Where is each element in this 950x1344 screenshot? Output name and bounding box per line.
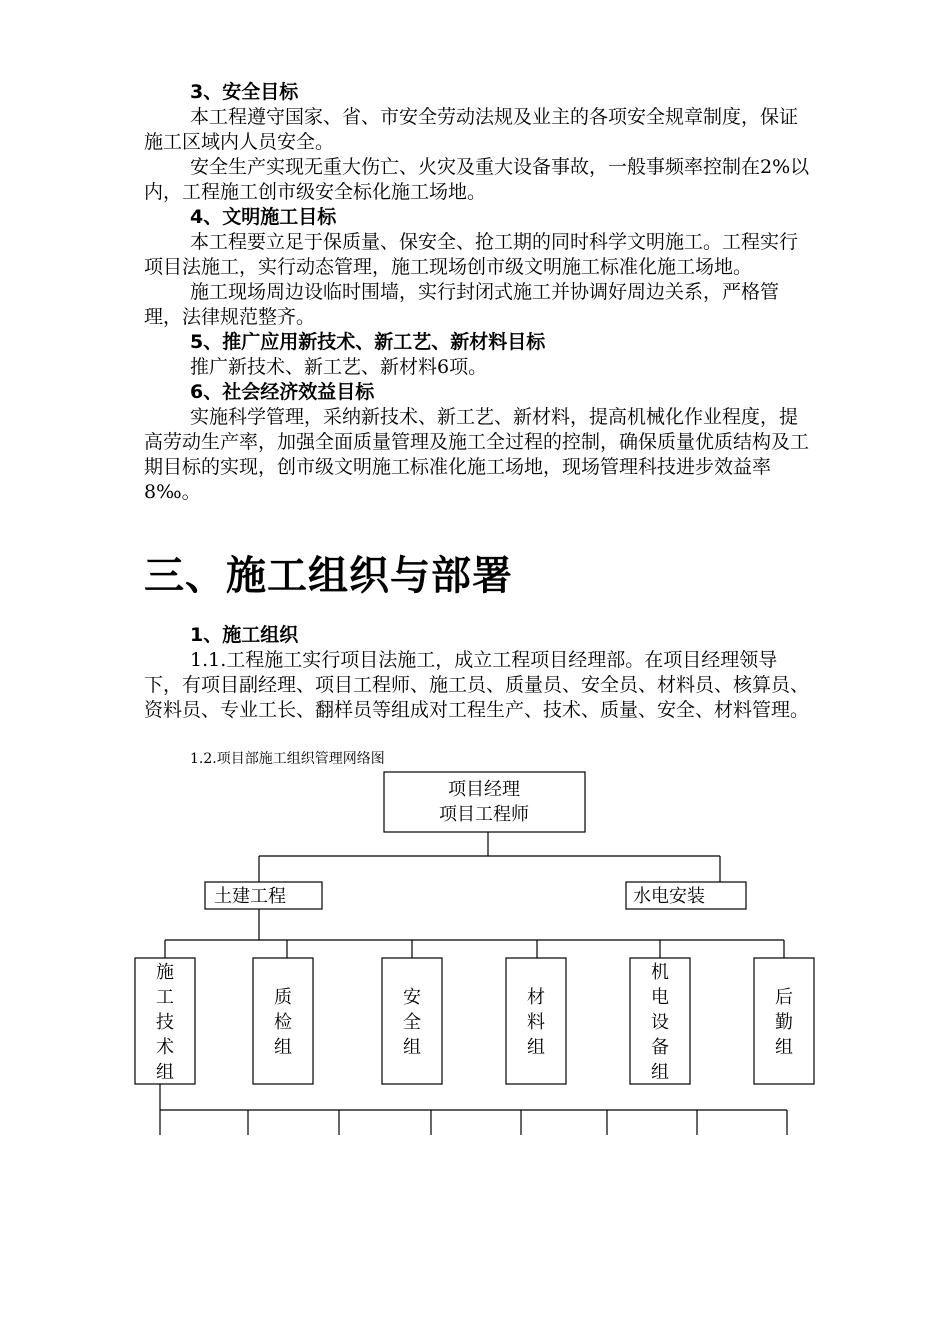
heading-civilized-goal: 4、文明施工目标 [190,206,337,228]
org-box-mech-elec-group [630,958,690,1084]
paragraph-social-benefit: 实施科学管理，采纳新技术、新工艺、新材料，提高机械化作业程度，提高劳动生产率，加强全面质量管理及施工全过程的控制，确保质量优质结构及工期目标的实现，创市级文明施工标准化施工场地，现场管理科技进步效益率8‰。 [144,406,810,503]
paragraph-site-enclosure: 施工现场周边设临时围墙，实行封闭式施工并协调好周边关系，严格管理，法律规范整齐。 [144,281,780,328]
org-group-material-char: 料 [527,1012,545,1033]
org-group-logistics-char: 勤 [775,1012,793,1033]
org-group-safety-char: 全 [403,1012,421,1033]
org-group-mech-elec-char: 机 [651,962,669,983]
org-box-project-manager [384,772,585,832]
org-group-material-char: 组 [527,1037,545,1058]
org-box-safety-group [382,958,442,1084]
heading-new-tech-goal: 5、推广应用新技术、新工艺、新材料目标 [190,331,546,353]
org-group-logistics-char: 组 [775,1037,793,1058]
org-group-safety-char: 安 [403,987,421,1008]
org-group-mech-elec-char: 设 [651,1012,669,1033]
goals-section [144,80,814,505]
org-group-technical-char: 组 [156,1062,174,1083]
paragraph-project-management: 1.1.工程施工实行项目法施工，成立工程项目经理部。在项目经理领导下，有项目副经理、项目工程师、施工员、质量员、安全员、材料员、核算员、资料员、专业工长、翻样员等组成对工程生产、技术、质量、安全、材料管理。 [144,649,810,721]
org-group-quality-char: 组 [274,1037,292,1058]
org-chart-caption: 1.2.项目部施工组织管理网络图 [190,751,385,767]
org-group-mech-elec-char: 备 [651,1037,669,1058]
org-box-technical-group [135,958,195,1084]
heading-safety-goal: 3、安全目标 [190,81,299,103]
paragraph-new-tech: 推广新技术、新工艺、新材料6项。 [190,356,488,378]
org-group-material-char: 材 [527,987,545,1008]
org-group-labels [156,962,793,1083]
org-label-project-engineer: 项目工程师 [439,804,529,825]
org-box-logistics-group [754,958,814,1084]
org-box-quality-group [253,958,313,1084]
paragraph-safety-production: 安全生产实现无重大伤亡、火灾及重大设备事故，一般事频率控制在2%以内，工程施工创市级安全标化施工场地。 [144,156,810,203]
heading-social-benefit-goal: 6、社会经济效益目标 [190,381,375,403]
org-group-technical-char: 施 [156,962,174,983]
org-group-quality-char: 质 [274,987,292,1008]
org-box-material-group [506,958,566,1084]
org-group-technical-char: 技 [156,1012,174,1033]
paragraph-civilized-construction: 本工程要立足于保质量、保安全、抢工期的同时科学文明施工。工程实行项目法施工，实行动态管理，施工现场创市级文明施工标准化施工场地。 [144,231,799,278]
org-group-safety-char: 组 [403,1037,421,1058]
paragraph-safety-regulations: 本工程遵守国家、省、市安全劳动法规及业主的各项安全规章制度，保证施工区域内人员安全。 [144,106,799,153]
org-box-mep-installation [626,882,746,909]
chapter-title: 三、施工组织与部署 [144,553,513,599]
org-group-mech-elec-char: 电 [651,987,669,1008]
org-label-mep-installation: 水电安装 [633,886,705,907]
heading-construction-organization: 1、施工组织 [190,624,299,646]
org-group-quality-char: 检 [274,1012,292,1033]
org-group-technical-char: 术 [156,1037,174,1058]
org-label-civil-engineering: 土建工程 [214,886,286,907]
org-group-logistics-char: 后 [775,987,793,1008]
org-group-technical-char: 工 [156,987,174,1008]
organization-section [144,623,814,723]
org-box-civil-engineering [205,882,322,909]
org-group-mech-elec-char: 组 [651,1062,669,1083]
org-label-project-manager: 项目经理 [448,779,520,800]
